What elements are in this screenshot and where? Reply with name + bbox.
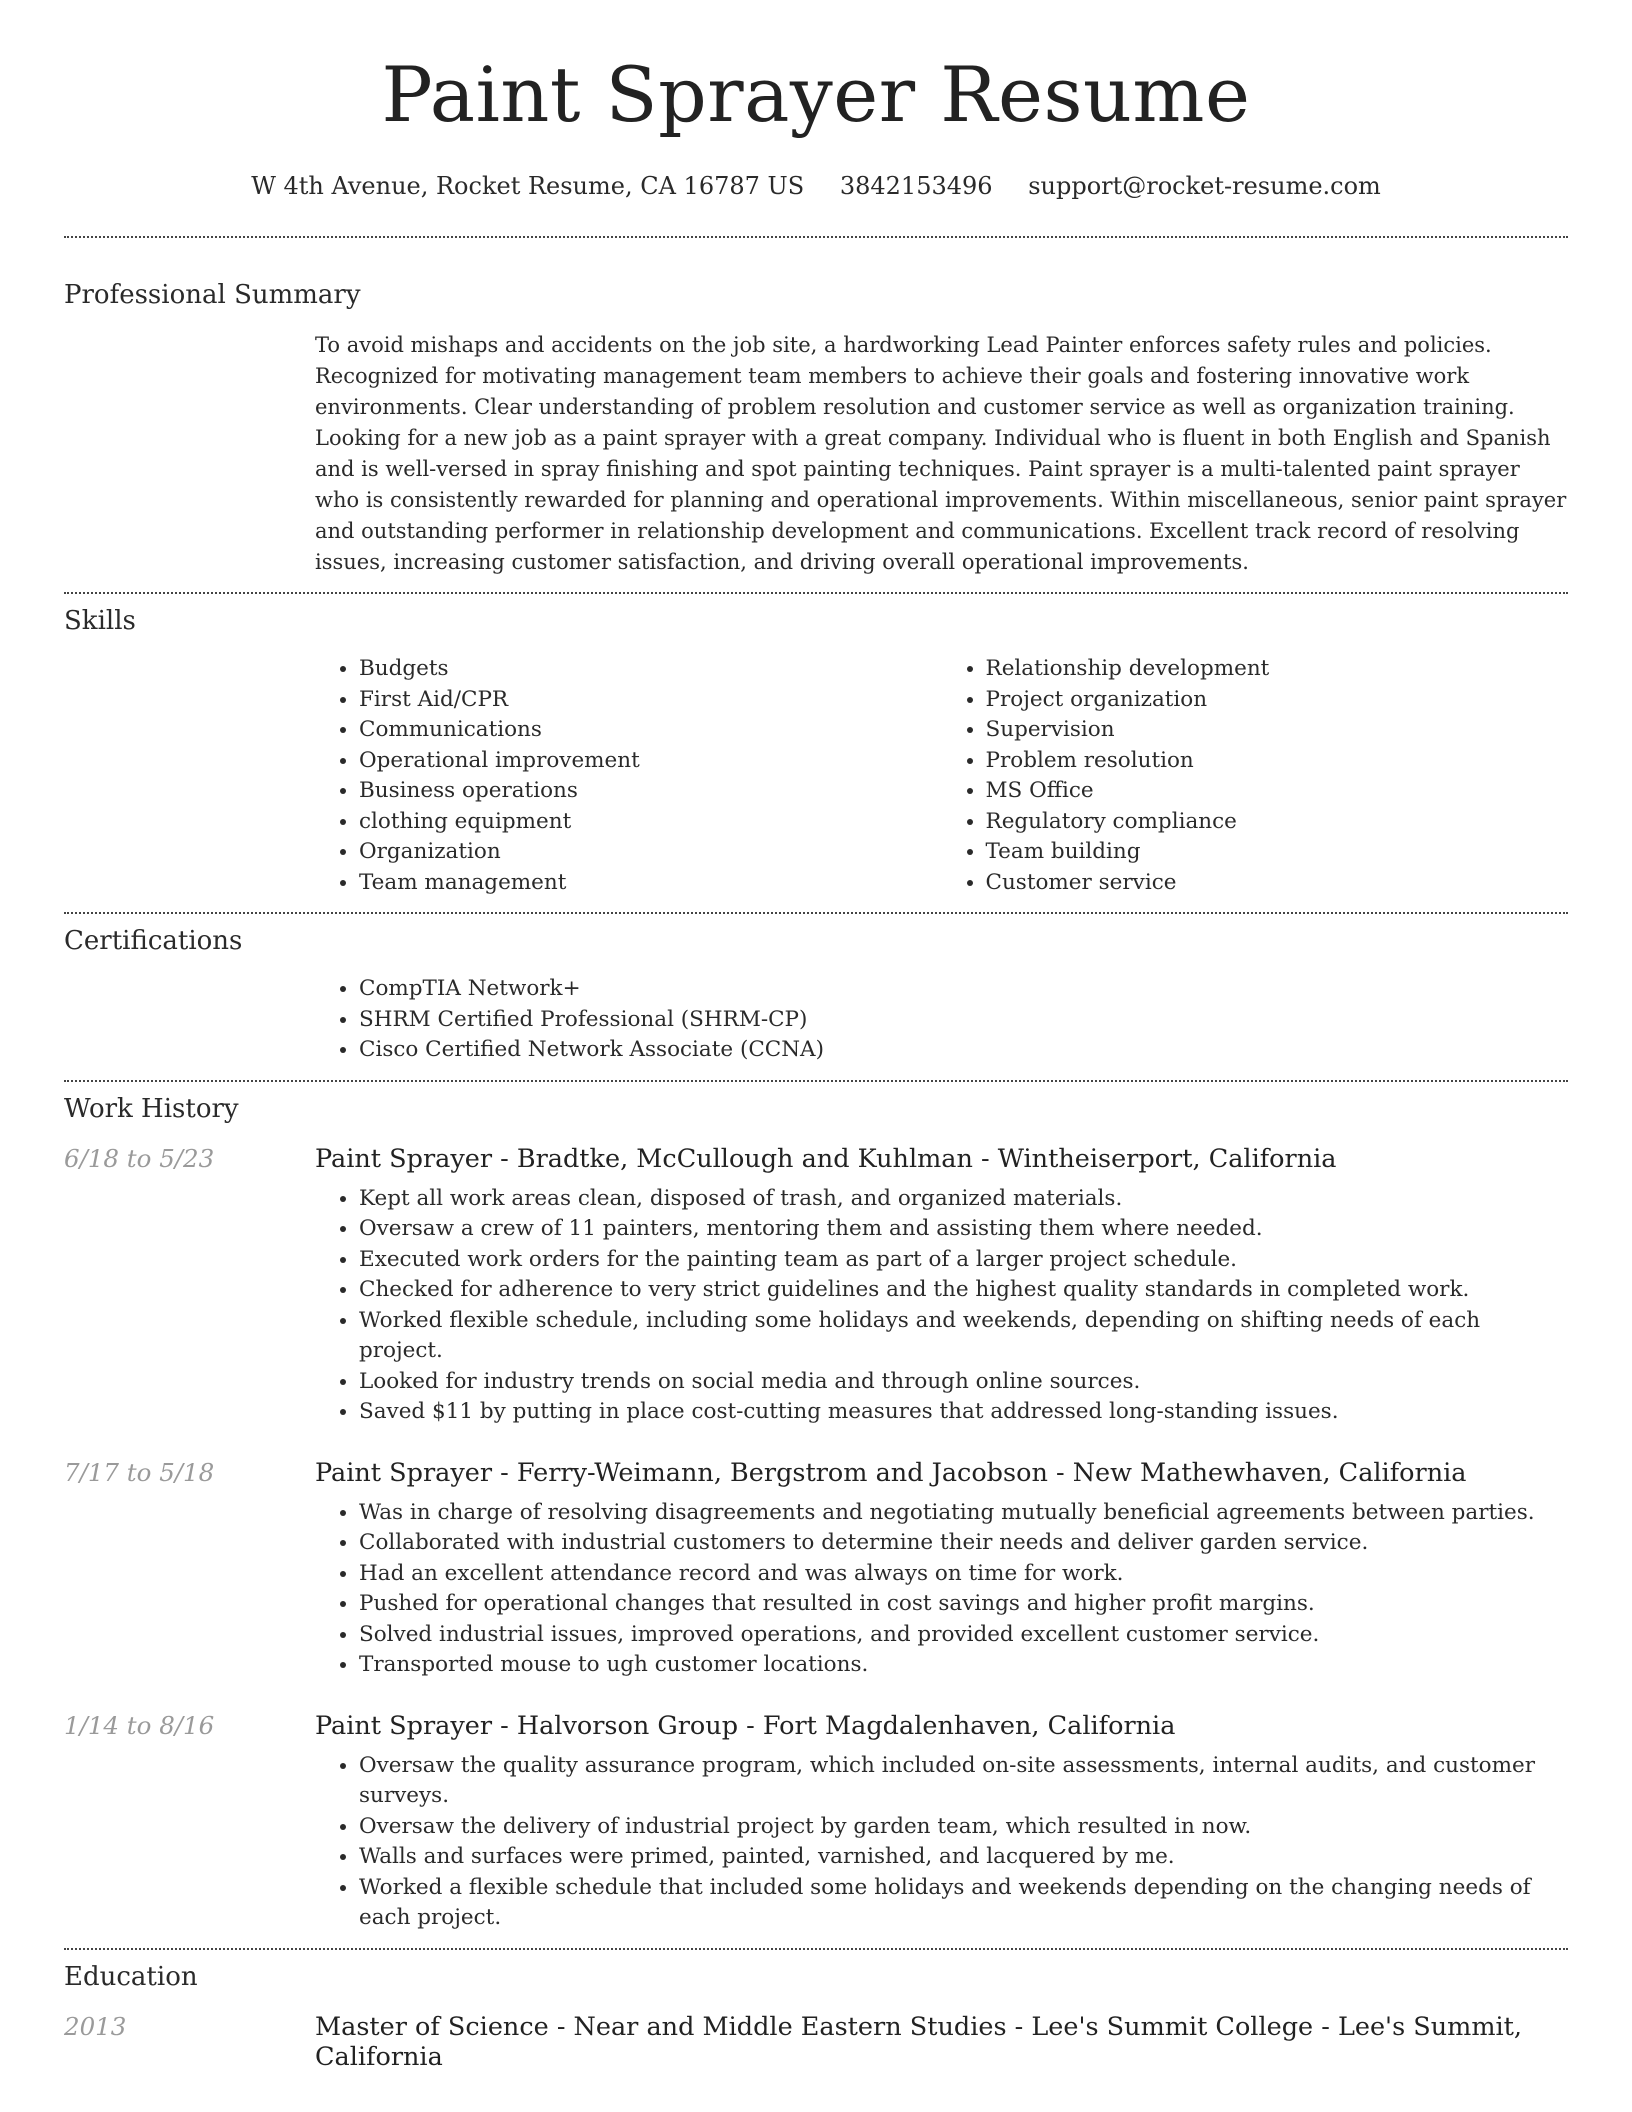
skill-item: • Operational improvement xyxy=(359,746,942,777)
education-entry xyxy=(64,2012,1568,2072)
resume-page xyxy=(64,0,1568,2072)
contact-address: W 4th Avenue, Rocket Resume, CA 16787 US xyxy=(251,172,805,200)
certification-item: • SHRM Certified Professional (SHRM-CP) xyxy=(359,1005,1568,1036)
job-title: Paint Sprayer - Ferry-Weimann, Bergstrom and Jacobson - New Mathewhaven, California xyxy=(315,1457,1467,1488)
skill-item: • Customer service xyxy=(986,868,1569,899)
skill-item: • Organization xyxy=(359,837,942,868)
skills-columns xyxy=(315,654,1568,898)
contact-phone: 3842153496 xyxy=(839,172,993,200)
job-title: Paint Sprayer - Bradtke, McCullough and Kuhlman - Wintheiserport, California xyxy=(315,1143,1337,1174)
job-bullet: • Saved $11 by putting in place cost-cutting measures that addressed long-standing issues. xyxy=(359,1397,1568,1428)
certification-item: • Cisco Certified Network Associate (CCNA) xyxy=(359,1035,1568,1066)
job-bullet: • Oversaw a crew of 11 painters, mentoring them and assisting them where needed. xyxy=(359,1214,1568,1245)
job-entry xyxy=(64,1711,1568,1934)
job-dates: 7/17 to 5/18 xyxy=(64,1457,215,1487)
skills-right-list xyxy=(942,654,1569,898)
job-bullet: • Transported mouse to ugh customer locations. xyxy=(359,1650,1568,1681)
skill-item: • MS Office xyxy=(986,776,1569,807)
divider xyxy=(64,1080,1568,1082)
job-bullet: • Worked flexible schedule, including some holidays and weekends, depending on shifting needs of each project. xyxy=(359,1306,1568,1367)
certifications-heading: Certifications xyxy=(64,926,243,956)
divider xyxy=(64,1948,1568,1950)
divider xyxy=(64,912,1568,914)
skill-item: • Budgets xyxy=(359,654,942,685)
job-dates: 1/14 to 8/16 xyxy=(64,1710,215,1740)
certifications-list xyxy=(315,974,1568,1066)
contact-email: support@rocket-resume.com xyxy=(1028,172,1381,200)
certifications-body xyxy=(315,974,1568,1066)
skill-item: • Team building xyxy=(986,837,1569,868)
divider xyxy=(64,592,1568,594)
job-bullet: • Had an excellent attendance record and was always on time for work. xyxy=(359,1559,1568,1590)
skills-section xyxy=(64,606,1568,898)
job-bullet: • Pushed for operational changes that resulted in cost savings and higher profit margins. xyxy=(359,1589,1568,1620)
job-bullet: • Walls and surfaces were primed, painted, varnished, and lacquered by me. xyxy=(359,1842,1568,1873)
job-details xyxy=(315,1144,1568,1428)
job-details xyxy=(315,1458,1568,1681)
job-bullet: • Solved industrial issues, improved operations, and provided excellent customer service. xyxy=(359,1620,1568,1651)
education-year: 2013 xyxy=(64,2011,127,2041)
skill-item: • Team management xyxy=(359,868,942,899)
summary-section xyxy=(64,280,1568,578)
skill-item: • Regulatory compliance xyxy=(986,807,1569,838)
job-bullet: • Was in charge of resolving disagreements and negotiating mutually beneficial agreements between parties. xyxy=(359,1498,1568,1529)
summary-text: To avoid mishaps and accidents on the job site, a hardworking Lead Painter enforces safety rules and policies. Recognized for motivating management team members to achieve their goals and fostering innovative work environments. Clear understanding of problem resolution and customer service as well as organization training. Looking for a new job as a paint sprayer with a great company. Individual who is fluent in both English and Spanish and is well-versed in spray finishing and spot painting techniques. Paint sprayer is a multi-talented paint sprayer who is consistently rewarded for planning and operational improvements. Within miscellaneous, senior paint sprayer and outstanding performer in relationship development and communications. Excellent track record of resolving issues, increasing customer satisfaction, and driving overall operational improvements. xyxy=(315,333,1567,574)
job-bullet: • Oversaw the delivery of industrial project by garden team, which resulted in now. xyxy=(359,1812,1568,1843)
education-heading: Education xyxy=(64,1961,198,1992)
skill-item: • Relationship development xyxy=(986,654,1569,685)
education-section xyxy=(64,1962,1568,2072)
job-bullets xyxy=(315,1498,1568,1681)
job-dates: 6/18 to 5/23 xyxy=(64,1143,215,1173)
divider xyxy=(64,236,1568,238)
contact-line xyxy=(64,172,1568,200)
skill-item: • Problem resolution xyxy=(986,746,1569,777)
job-entry xyxy=(64,1458,1568,1681)
education-title: Master of Science - Near and Middle Eastern Studies - Lee's Summit College - Lee's Summit, California xyxy=(315,2011,1523,2072)
skills-heading: Skills xyxy=(64,606,136,636)
job-bullet: • Oversaw the quality assurance program, which included on-site assessments, internal audits, and customer surveys. xyxy=(359,1751,1568,1812)
job-bullet: • Worked a flexible schedule that included some holidays and weekends depending on the changing needs of each project. xyxy=(359,1873,1568,1934)
job-entry xyxy=(64,1144,1568,1428)
job-bullet: • Checked for adherence to very strict guidelines and the highest quality standards in completed work. xyxy=(359,1275,1568,1306)
job-bullets xyxy=(315,1184,1568,1428)
skill-item: • Project organization xyxy=(986,685,1569,716)
education-details xyxy=(315,2012,1568,2072)
certification-item: • CompTIA Network+ xyxy=(359,974,1568,1005)
certifications-section xyxy=(64,926,1568,1066)
job-bullet: • Executed work orders for the painting team as part of a larger project schedule. xyxy=(359,1245,1568,1276)
job-details xyxy=(315,1711,1568,1934)
resume-title: Paint Sprayer Resume xyxy=(381,50,1251,139)
skill-item: • Communications xyxy=(359,715,942,746)
job-bullets xyxy=(315,1751,1568,1934)
summary-heading: Professional Summary xyxy=(64,280,361,310)
skill-item: • clothing equipment xyxy=(359,807,942,838)
job-bullet: • Collaborated with industrial customers to determine their needs and deliver garden service. xyxy=(359,1528,1568,1559)
job-bullet: • Kept all work areas clean, disposed of trash, and organized materials. xyxy=(359,1184,1568,1215)
job-title: Paint Sprayer - Halvorson Group - Fort Magdalenhaven, California xyxy=(315,1710,1176,1741)
skill-item: • Business operations xyxy=(359,776,942,807)
work-section xyxy=(64,1094,1568,1934)
job-bullet: • Looked for industry trends on social media and through online sources. xyxy=(359,1367,1568,1398)
skill-item: • Supervision xyxy=(986,715,1569,746)
skills-left-list xyxy=(315,654,942,898)
skill-item: • First Aid/CPR xyxy=(359,685,942,716)
work-heading: Work History xyxy=(64,1093,239,1124)
